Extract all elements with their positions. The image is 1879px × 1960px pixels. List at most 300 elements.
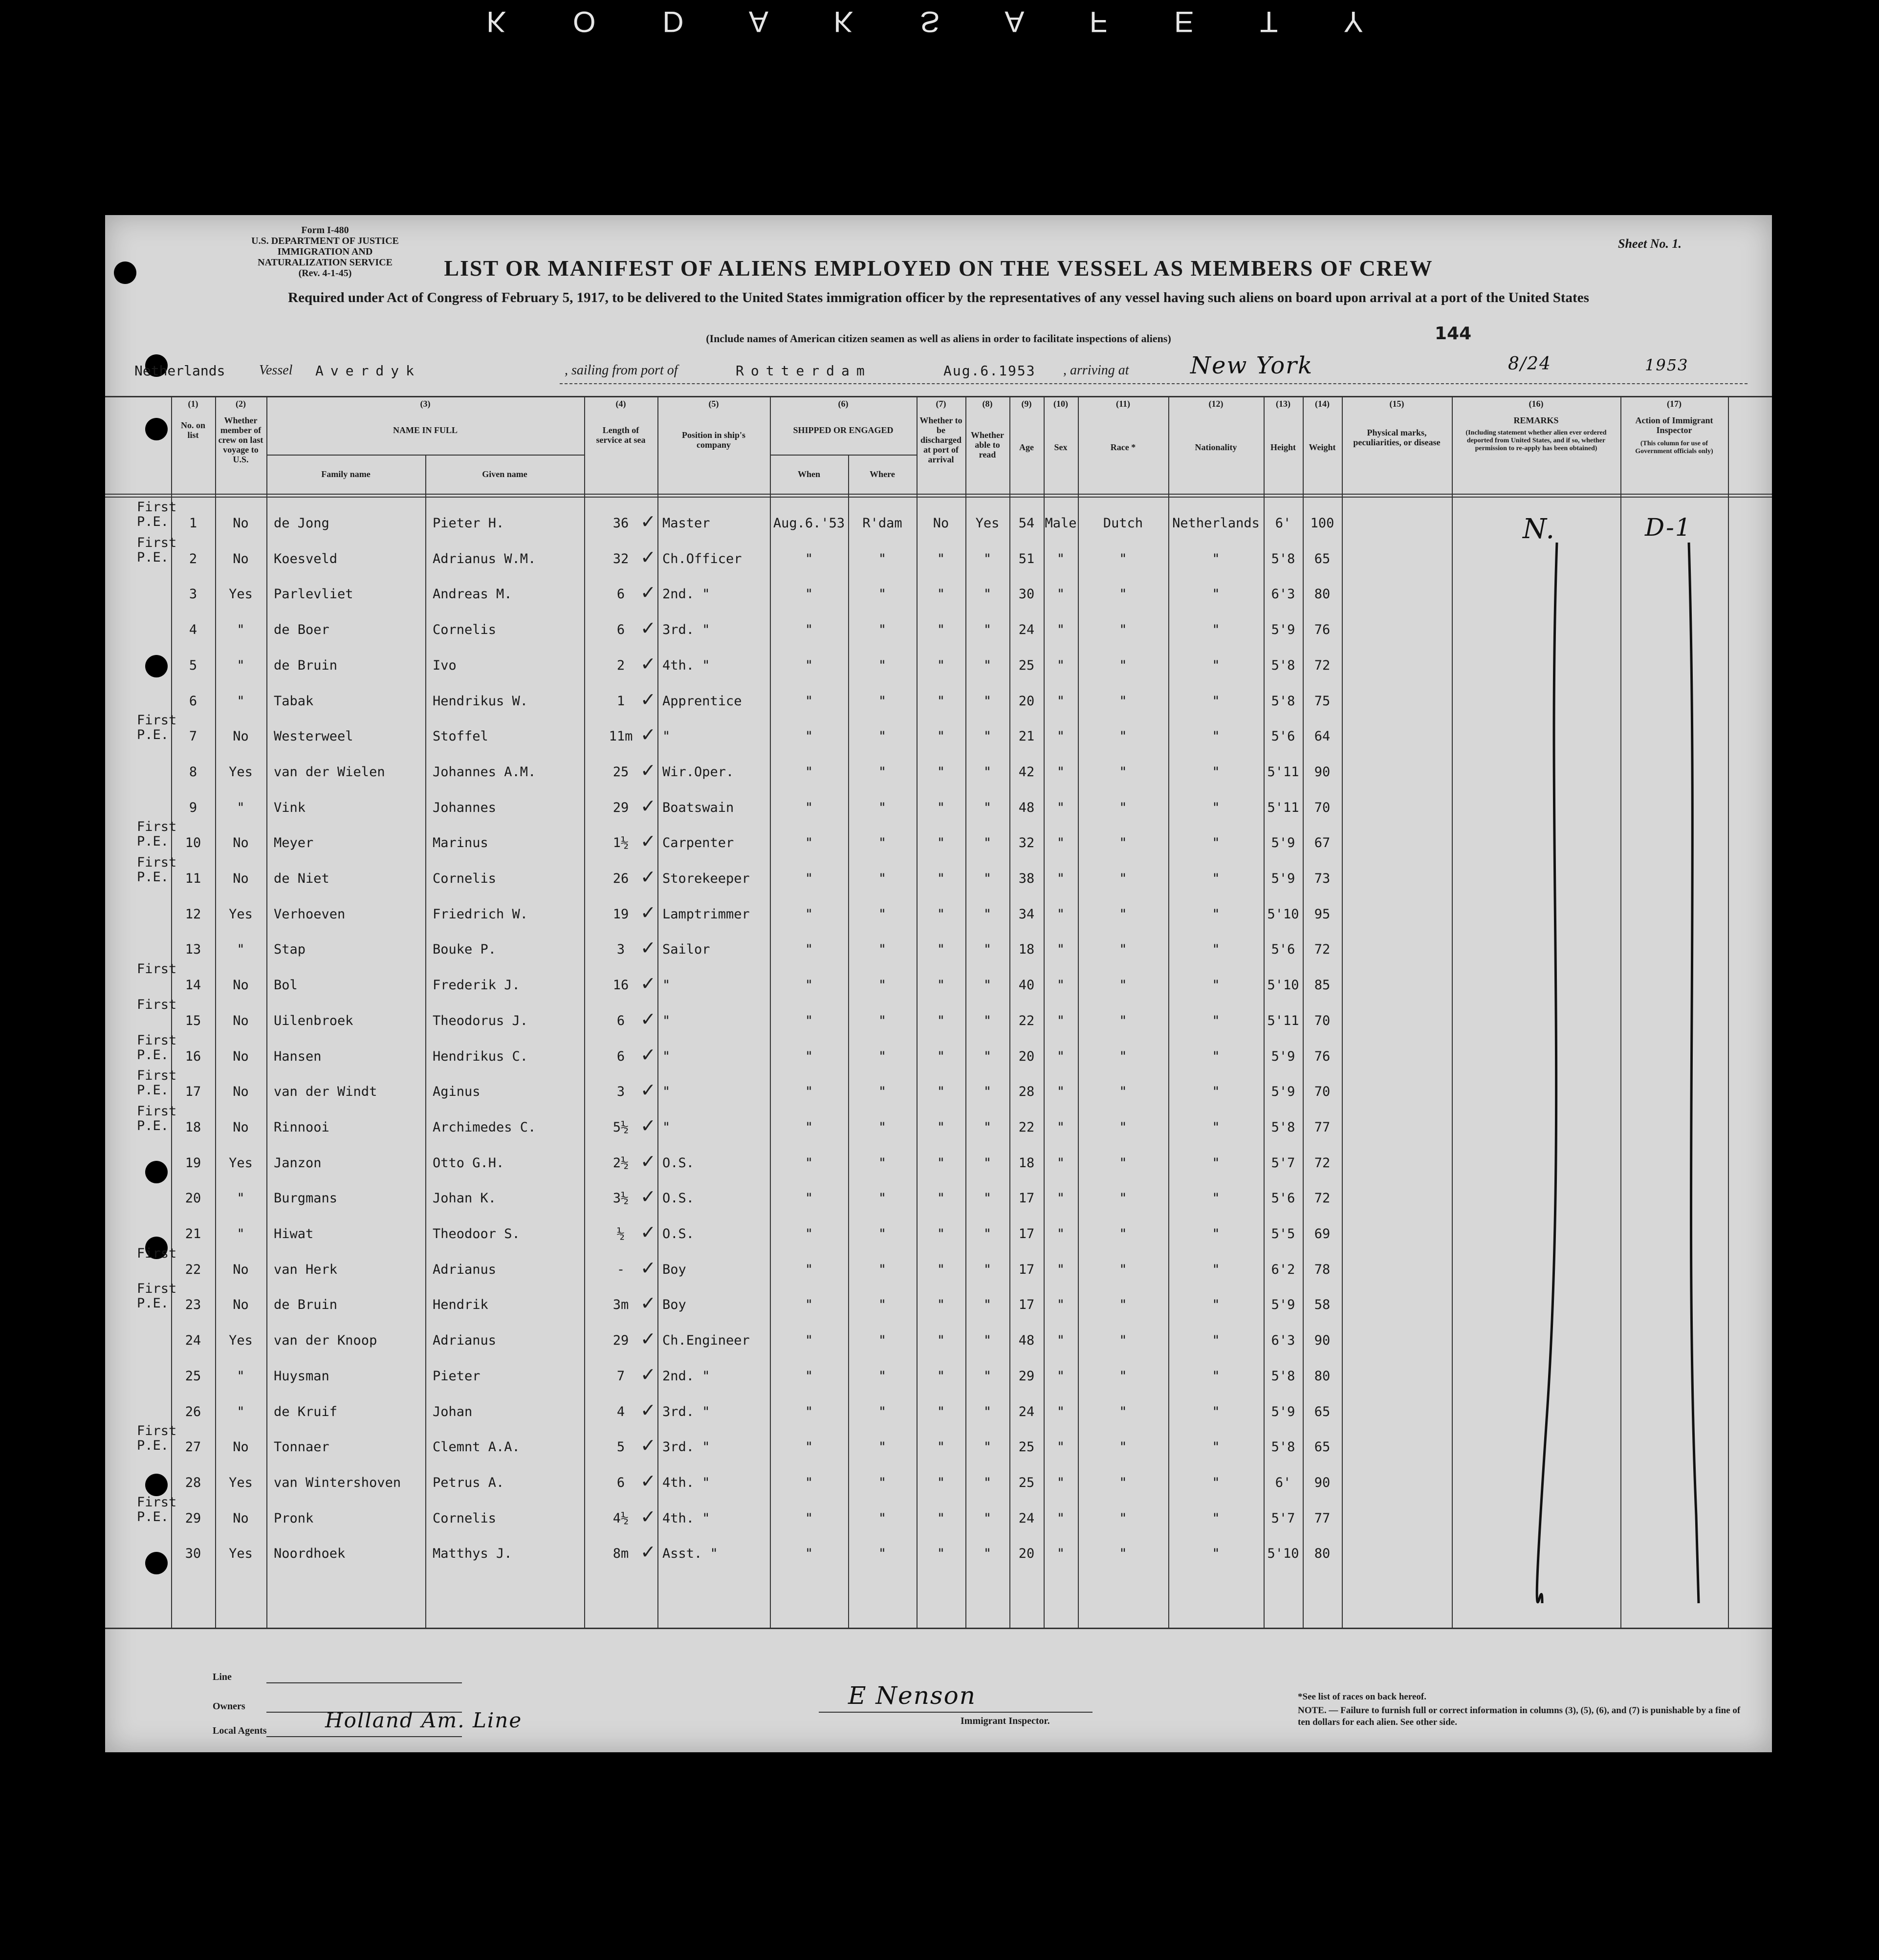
cell-read: " (983, 835, 992, 851)
include-note: (Include names of American citizen seamen as well as aliens in order to facilitate inspections of aliens) (706, 332, 1171, 345)
cell-age: 25 (1018, 657, 1035, 673)
cell-disch: " (937, 1475, 945, 1490)
cell-where: " (878, 800, 887, 815)
col-head-remarks-note: (Including statement whether alien ever ordered deported from United States, and if so, whether permission to re-apply has been obtained) (1465, 429, 1607, 452)
cell-disch: " (937, 551, 945, 566)
col-head-position: Position in ship's company (681, 430, 746, 450)
cell-nat: " (1212, 1333, 1220, 1349)
cell-race: " (1119, 800, 1127, 815)
cell-family: van der Wielen (274, 764, 385, 780)
cell-family: van Herk (274, 1262, 338, 1277)
cell-no: 14 (185, 978, 201, 993)
cell-where: " (878, 1262, 887, 1277)
inspector-label: Immigrant Inspector. (961, 1716, 1050, 1726)
cell-read: " (983, 1297, 992, 1313)
cell-race: " (1119, 1297, 1127, 1313)
cell-no: 27 (185, 1439, 201, 1455)
check-mark: ✓ (640, 511, 656, 532)
cell-service: 6 (616, 1475, 625, 1490)
cell-given: Hendrikus C. (433, 1048, 528, 1064)
first-pe-note: First P.E. (137, 1494, 177, 1524)
table-top-rule (105, 396, 1772, 397)
cell-where: " (878, 1510, 887, 1526)
sheet-value: 1. (1672, 237, 1682, 251)
cell-age: 54 (1018, 516, 1035, 531)
cell-age: 48 (1018, 800, 1035, 815)
cell-given: Hendrikus W. (433, 693, 528, 709)
cell-where: " (878, 1297, 887, 1313)
cell-disch: " (937, 1297, 945, 1313)
cell-nat: " (1212, 1155, 1220, 1171)
col-num-13: (13) (1276, 399, 1290, 409)
cell-disch: " (937, 587, 945, 602)
cell-height: 6' (1275, 1475, 1291, 1490)
cell-given: Frederik J. (433, 978, 520, 993)
cell-family: Tonnaer (274, 1439, 329, 1455)
cell-where: " (878, 587, 887, 602)
cell-height: 5'6 (1271, 1191, 1295, 1206)
cell-last: No (233, 1119, 249, 1135)
cell-weight: 58 (1314, 1297, 1331, 1313)
check-mark: ✓ (640, 582, 656, 604)
cell-where: " (878, 764, 887, 780)
line-label: Line (213, 1672, 232, 1682)
cell-when: " (805, 1368, 813, 1384)
shipped-subhead-rule (770, 455, 917, 456)
cell-position: Boy (662, 1262, 686, 1277)
cell-weight: 72 (1314, 942, 1331, 958)
cell-read: " (983, 693, 992, 709)
cell-no: 22 (185, 1262, 201, 1277)
cell-race: " (1119, 1546, 1127, 1562)
cell-service: 2 (616, 657, 625, 673)
cell-where: " (878, 1439, 887, 1455)
cell-where: " (878, 978, 887, 993)
col-head-height: Height (1270, 442, 1296, 452)
cell-height: 6' (1275, 516, 1291, 531)
cell-last: " (237, 942, 245, 958)
cell-position: Lamptrimmer (662, 906, 750, 922)
cell-where: " (878, 551, 887, 566)
cell-position: 2nd. " (662, 1368, 710, 1384)
cell-position: Ch.Officer (662, 551, 742, 566)
cell-where: " (878, 835, 887, 851)
cell-where: " (878, 1084, 887, 1100)
check-mark: ✓ (640, 617, 656, 639)
cell-sex: " (1056, 1297, 1065, 1313)
cell-nat: " (1212, 764, 1220, 780)
cell-sex: " (1056, 1013, 1065, 1028)
cell-when: " (805, 622, 813, 638)
col-head-inspector-note: (This column for use of Government officials only) (1635, 440, 1713, 455)
signature-rule (819, 1712, 1092, 1713)
cell-service: 11m (609, 729, 633, 744)
cell-age: 21 (1018, 729, 1035, 744)
inspector-signature: E Nenson (848, 1681, 976, 1710)
cell-height: 5'5 (1271, 1226, 1295, 1241)
remarks-ditto-line (1513, 533, 1586, 1608)
cell-height: 5'8 (1271, 1368, 1295, 1384)
col-head-inspector: Action of Immigrant Inspector (1635, 415, 1713, 435)
cell-read: " (983, 1119, 992, 1135)
cell-service: 4 (616, 1404, 625, 1419)
cell-no: 21 (185, 1226, 201, 1241)
col-num-6: (6) (838, 399, 849, 409)
col-head-no: No. on list (180, 420, 205, 440)
cell-weight: 65 (1314, 1439, 1331, 1455)
cell-given: Cornelis (433, 622, 497, 638)
first-pe-note: First P.E. (137, 1423, 177, 1454)
cell-position: 4th. " (662, 1510, 710, 1526)
cell-no: 5 (189, 657, 197, 673)
cell-height: 5'6 (1271, 942, 1295, 958)
cell-age: 30 (1018, 587, 1035, 602)
first-pe-note: First (137, 1245, 177, 1261)
check-mark: ✓ (640, 1292, 656, 1314)
col-num-10: (10) (1053, 399, 1068, 409)
cell-age: 51 (1018, 551, 1035, 566)
cell-nat: " (1212, 1475, 1220, 1490)
cell-last: " (237, 800, 245, 815)
cell-service: 32 (612, 551, 629, 566)
cell-weight: 70 (1314, 1084, 1331, 1100)
cell-where: " (878, 693, 887, 709)
cell-last: Yes (229, 587, 253, 602)
cell-weight: 64 (1314, 729, 1331, 744)
cell-disch: " (937, 906, 945, 922)
cell-family: de Bruin (274, 657, 338, 673)
cell-sex: " (1056, 1368, 1065, 1384)
check-mark: ✓ (640, 1328, 656, 1350)
cell-weight: 73 (1314, 871, 1331, 886)
cell-race: " (1119, 1084, 1127, 1100)
cell-service: 19 (612, 906, 629, 922)
cell-nat: " (1212, 622, 1220, 638)
cell-sex: " (1056, 978, 1065, 993)
first-pe-note: First P.E. (137, 535, 177, 565)
cell-given: Archimedes C. (433, 1119, 536, 1135)
cell-service: 4½ (612, 1510, 629, 1526)
date-sailed-value: Aug.6.1953 (943, 363, 1036, 379)
sheet-label: Sheet No. (1618, 237, 1669, 251)
cell-sex: " (1056, 729, 1065, 744)
col-num-12: (12) (1208, 399, 1224, 409)
cell-last: Yes (229, 764, 253, 780)
cell-height: 5'10 (1267, 978, 1299, 993)
cell-age: 42 (1018, 764, 1035, 780)
cell-no: 4 (189, 622, 197, 638)
cell-weight: 90 (1314, 1475, 1331, 1490)
check-mark: ✓ (640, 1008, 656, 1030)
cell-when: " (805, 1404, 813, 1419)
check-mark: ✓ (640, 1114, 656, 1136)
cell-last: Yes (229, 1333, 253, 1349)
cell-nat: " (1212, 1404, 1220, 1419)
check-mark: ✓ (640, 795, 656, 817)
cell-no: 12 (185, 906, 201, 922)
cell-age: 17 (1018, 1191, 1035, 1206)
cell-no: 23 (185, 1297, 201, 1313)
cell-given: Adrianus (433, 1262, 497, 1277)
cell-where: " (878, 1404, 887, 1419)
cell-given: Marinus (433, 835, 488, 851)
cell-when: " (805, 1439, 813, 1455)
cell-family: de Niet (274, 871, 329, 886)
cell-disch: " (937, 764, 945, 780)
cell-family: Meyer (274, 835, 314, 851)
cell-service: 3m (612, 1297, 629, 1313)
cell-read: " (983, 1546, 992, 1562)
cell-height: 5'8 (1271, 693, 1295, 709)
check-mark: ✓ (640, 688, 656, 710)
cell-disch: " (937, 942, 945, 958)
cell-read: " (983, 1084, 992, 1100)
cell-disch: " (937, 871, 945, 886)
cell-sex: " (1056, 1226, 1065, 1241)
cell-no: 29 (185, 1510, 201, 1526)
cell-height: 5'9 (1271, 1297, 1295, 1313)
cell-sex: " (1056, 1546, 1065, 1562)
cell-disch: " (937, 978, 945, 993)
col-num-17: (17) (1667, 399, 1682, 409)
port-value: Rotterdam (736, 363, 872, 379)
cell-age: 20 (1018, 1048, 1035, 1064)
cell-nat: " (1212, 1510, 1220, 1526)
cell-read: " (983, 1439, 992, 1455)
cell-where: " (878, 871, 887, 886)
cell-family: Koesveld (274, 551, 338, 566)
cell-last: " (237, 693, 245, 709)
check-mark: ✓ (640, 1186, 656, 1208)
cell-no: 16 (185, 1048, 201, 1064)
cell-sex: " (1056, 835, 1065, 851)
cell-service: 6 (616, 587, 625, 602)
cell-family: Bol (274, 978, 298, 993)
cell-given: Hendrik (433, 1297, 488, 1313)
col-num-16: (16) (1529, 399, 1544, 409)
cell-sex: " (1056, 1262, 1065, 1277)
cell-weight: 85 (1314, 978, 1331, 993)
cell-age: 38 (1018, 871, 1035, 886)
cell-family: Hiwat (274, 1226, 314, 1241)
cell-where: " (878, 1048, 887, 1064)
cell-race: Dutch (1103, 516, 1143, 531)
cell-weight: 77 (1314, 1510, 1331, 1526)
cell-nat: " (1212, 551, 1220, 566)
cell-family: Tabak (274, 693, 314, 709)
cell-height: 5'9 (1271, 1084, 1295, 1100)
cell-family: Parlevliet (274, 587, 353, 602)
check-mark: ✓ (640, 759, 656, 781)
film-edge-text: K O D A K S A F E T Y (486, 5, 1393, 38)
cell-nat: " (1212, 729, 1220, 744)
cell-race: " (1119, 657, 1127, 673)
cell-family: Huysman (274, 1368, 329, 1384)
cell-when: " (805, 1333, 813, 1349)
cell-sex: Male (1045, 516, 1077, 531)
cell-last: No (233, 1084, 249, 1100)
page-title: LIST OR MANIFEST OF ALIENS EMPLOYED ON THE VESSEL AS MEMBERS OF CREW (444, 256, 1433, 281)
col-head-when: When (797, 469, 820, 479)
cell-when: " (805, 1013, 813, 1028)
cell-sex: " (1056, 1191, 1065, 1206)
cell-service: 6 (616, 1013, 625, 1028)
manifest-sheet (105, 215, 1772, 1752)
note-text: — Failure to furnish full or correct information in columns (3), (5), (6), and (7) is punishable by a fine of ten dollars for each alien. See other side. (1298, 1705, 1741, 1727)
cell-race: " (1119, 693, 1127, 709)
cell-nat: " (1212, 587, 1220, 602)
cell-weight: 90 (1314, 1333, 1331, 1349)
cell-read: " (983, 978, 992, 993)
cell-sex: " (1056, 587, 1065, 602)
col-num-11: (11) (1116, 399, 1130, 409)
cell-disch: " (937, 1084, 945, 1100)
cell-last: Yes (229, 1546, 253, 1562)
cell-weight: 70 (1314, 1013, 1331, 1028)
cell-race: " (1119, 622, 1127, 638)
cell-position: 3rd. " (662, 622, 710, 638)
cell-no: 26 (185, 1404, 201, 1419)
cell-no: 15 (185, 1013, 201, 1028)
cell-age: 34 (1018, 906, 1035, 922)
cell-when: " (805, 729, 813, 744)
cell-race: " (1119, 1475, 1127, 1490)
cell-disch: No (933, 516, 949, 531)
flag-value: Netherlands (134, 363, 225, 379)
cell-height: 5'11 (1267, 1013, 1299, 1028)
col-head-weight: Weight (1309, 442, 1336, 452)
cell-sex: " (1056, 551, 1065, 566)
cell-read: " (983, 906, 992, 922)
cell-family: Janzon (274, 1155, 322, 1171)
cell-height: 5'7 (1271, 1155, 1295, 1171)
cell-no: 17 (185, 1084, 201, 1100)
form-number: Form I-480 (301, 225, 349, 236)
cell-last: " (237, 1368, 245, 1384)
page-subtitle: Required under Act of Congress of February 5, 1917, to be delivered to the United States immigration officer by the representatives of any vessel having such aliens on board upon arrival at a port of the United States (288, 290, 1589, 305)
cell-service: 3½ (612, 1191, 629, 1206)
cell-age: 24 (1018, 1404, 1035, 1419)
line-rule (266, 1682, 462, 1683)
cell-position: Master (662, 516, 710, 531)
col-head-service: Length of service at sea (596, 425, 646, 445)
col-head-shipped: SHIPPED OR ENGAGED (793, 425, 894, 435)
cell-disch: " (937, 1119, 945, 1135)
cell-race: " (1119, 729, 1127, 744)
cell-nat: " (1212, 1297, 1220, 1313)
arrival-date-value: 8/24 (1508, 354, 1551, 374)
cell-family: Noordhoek (274, 1546, 346, 1562)
cell-last: No (233, 1262, 249, 1277)
check-mark: ✓ (640, 1435, 656, 1457)
cell-given: Matthys J. (433, 1546, 512, 1562)
check-mark: ✓ (640, 1363, 656, 1385)
col-num-2: (2) (236, 399, 246, 409)
first-pe-note: First P.E. (137, 1068, 177, 1098)
agents-value: Holland Am. Line (325, 1708, 523, 1732)
check-mark: ✓ (640, 830, 656, 852)
cell-sex: " (1056, 906, 1065, 922)
cell-height: 5'8 (1271, 1439, 1295, 1455)
cell-service: 6 (616, 622, 625, 638)
inspector-mark: D-1 (1645, 513, 1692, 542)
cell-position: " (662, 1048, 671, 1064)
cell-disch: " (937, 1404, 945, 1419)
cell-where: " (878, 1546, 887, 1562)
cell-sex: " (1056, 657, 1065, 673)
cell-last: " (237, 1226, 245, 1241)
cell-family: Hansen (274, 1048, 322, 1064)
cell-race: " (1119, 551, 1127, 566)
cell-nat: " (1212, 657, 1220, 673)
cell-race: " (1119, 1439, 1127, 1455)
cell-given: Petrus A. (433, 1475, 504, 1490)
col-num-15: (15) (1389, 399, 1404, 409)
cell-position: Boatswain (662, 800, 734, 815)
cell-given: Bouke P. (433, 942, 497, 958)
cell-age: 40 (1018, 978, 1035, 993)
cell-family: Stap (274, 942, 306, 958)
cell-last: No (233, 1048, 249, 1064)
cell-read: " (983, 942, 992, 958)
cell-position: 3rd. " (662, 1439, 710, 1455)
agents-label: Local Agents (213, 1725, 267, 1736)
cell-nat: " (1212, 1546, 1220, 1562)
manifest-table (105, 396, 1772, 1628)
cell-age: 48 (1018, 1333, 1035, 1349)
cell-given: Johan (433, 1404, 473, 1419)
col-num-1: (1) (188, 399, 198, 409)
cell-weight: 76 (1314, 622, 1331, 638)
cell-position: Sailor (662, 942, 710, 958)
cell-nat: " (1212, 800, 1220, 815)
cell-service: 26 (612, 871, 629, 886)
cell-when: " (805, 1475, 813, 1490)
cell-weight: 100 (1310, 516, 1334, 531)
cell-nat: " (1212, 906, 1220, 922)
col-head-where: Where (870, 469, 895, 479)
check-mark: ✓ (640, 653, 656, 675)
cell-no: 8 (189, 764, 197, 780)
cell-nat: " (1212, 978, 1220, 993)
cell-when: " (805, 906, 813, 922)
cell-age: 24 (1018, 622, 1035, 638)
check-mark: ✓ (640, 724, 656, 746)
cell-read: " (983, 1155, 992, 1171)
cell-sex: " (1056, 1119, 1065, 1135)
check-mark: ✓ (640, 1044, 656, 1066)
cell-read: " (983, 1404, 992, 1419)
cell-where: " (878, 1475, 887, 1490)
cell-age: 22 (1018, 1013, 1035, 1028)
cell-read: " (983, 729, 992, 744)
cell-family: van der Windt (274, 1084, 377, 1100)
cell-read: " (983, 1262, 992, 1277)
voyage-underline (560, 383, 1748, 384)
cell-given: Johannes A.M. (433, 764, 536, 780)
cell-service: 7 (616, 1368, 625, 1384)
cell-weight: 72 (1314, 657, 1331, 673)
cell-where: " (878, 906, 887, 922)
cell-position: " (662, 1119, 671, 1135)
cell-height: 5'11 (1267, 800, 1299, 815)
cell-height: 5'8 (1271, 657, 1295, 673)
cell-when: " (805, 1084, 813, 1100)
cell-read: " (983, 764, 992, 780)
cell-last: Yes (229, 1475, 253, 1490)
cell-when: Aug.6.'53 (773, 516, 845, 531)
cell-service: 1 (616, 693, 625, 709)
